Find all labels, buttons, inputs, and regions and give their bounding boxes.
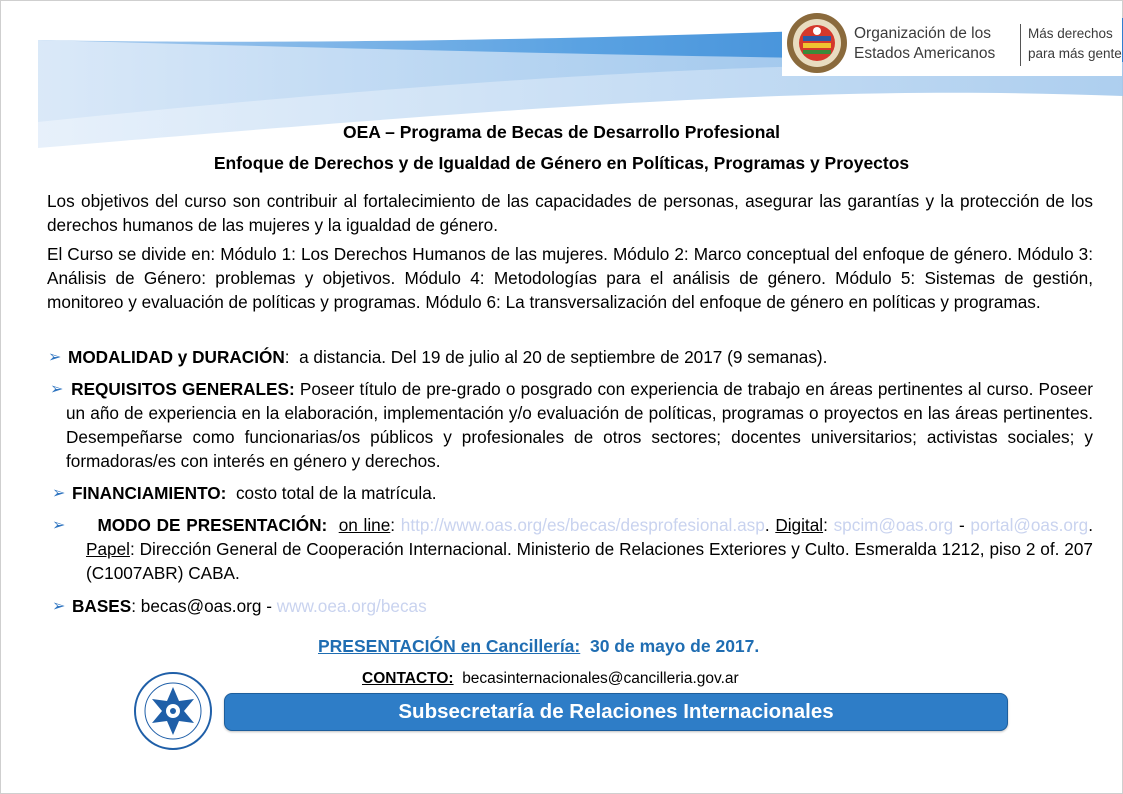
presentation-label: PRESENTACIÓN en Cancillería: [318,636,581,656]
contact-email[interactable]: becasinternacionales@cancilleria.gov.ar [462,670,739,687]
modo-presentacion-item: MODO DE PRESENTACIÓN: on line: http://www.oas.org/es/becas/desprofesional.asp. Digital: spcim@oas.org - portal@oas.org. Papel: Dirección General de Cooperación Internacional. Ministerio de Relaciones Exteriores y Culto. Esmeralda 1212, piso 2 of. 207 (C1007ABR) CABA. [86,515,1093,583]
bases-link[interactable]: www.oea.org/becas [276,596,427,616]
email-link-spcim[interactable]: spcim@oas.org [833,515,954,535]
program-title: OEA – Programa de Becas de Desarrollo Profesional [342,122,780,142]
digital-label: Digital [775,515,824,535]
modalidad-item: MODALIDAD y DURACIÓN: a distancia. Del 19 de julio al 20 de septiembre de 2017 (9 semanas). [68,347,828,367]
oea-name-line2: Estados Americanos [854,45,996,62]
arrow-bullet-icon: ➢ [52,517,66,534]
modalidad-text: a distancia. Del 19 de julio al 20 de septiembre de 2017 (9 semanas). [299,347,828,367]
papel-text: Dirección General de Cooperación Internacional. Ministerio de Relaciones Exteriores y Culto. Esmeralda 1212, piso 2 of. 207 (C1007ABR) CABA. [86,539,1093,583]
requisitos-label: REQUISITOS GENERALES: [71,379,295,399]
bases-item: BASES: becas@oas.org - www.oea.org/becas [72,596,427,616]
bases-label: BASES [72,596,132,616]
financiamiento-item [72,481,437,505]
university-seal-icon [128,669,218,753]
contact-label: CONTACTO: [362,670,454,687]
arrow-bullet-icon: ➢ [50,381,64,398]
requisitos-text: Poseer título de pre-grado o posgrado con experiencia de trabajo en áreas pertinentes al curso. Poseer un año de experiencia en la elaboración, implementación y/o evaluación de políticas, programas o proyectos en las áreas pertinentes. Desempeñarse como funcionarias/os públicos y profesionales de otros sectores; docentes universitarios; activistas sociales; y formadoras/es con interés en género y derechos. [66,379,1094,471]
arrow-bullet-icon: ➢ [48,349,62,366]
financiamiento-text: costo total de la matrícula. [235,483,437,503]
online-label: on line [338,515,391,535]
oea-logo [782,8,1122,76]
requisitos-item [66,377,1093,473]
presentation-date-value: 30 de mayo de 2017. [589,636,760,656]
bases-email[interactable]: becas@oas.org [140,596,262,616]
oea-name [854,24,995,64]
arrow-bullet-icon: ➢ [52,598,66,615]
oea-slogan [1028,24,1122,64]
online-link[interactable]: http://www.oas.org/es/becas/desprofesional.asp [400,515,765,535]
contact-line [362,670,739,688]
arrow-bullet-icon: ➢ [52,485,66,502]
oea-name-line1: Organización de los [854,25,991,42]
slogan-line1: Más derechos [1028,26,1113,41]
slogan-line2: para más gente [1028,46,1122,61]
course-title: Enfoque de Derechos y de Igualdad de Género en Políticas, Programas y Proyectos [213,153,910,173]
modules-paragraph: El Curso se divide en: Módulo 1: Los Derechos Humanos de las mujeres. Módulo 2: Marco conceptual del enfoque de género. Módulo 3: Análisis de Género: problemas y objetivos. Módulo 4: Metodologías para el análisis de género. Módulo 5: Sistemas de gestión, monitoreo y evaluación de políticas y programas. Módulo 6: La transversalización del enfoque de género en políticas y programas. [47,244,1093,312]
financiamiento-label: FINANCIAMIENTO: [72,483,227,503]
modalidad-label: MODALIDAD y DURACIÓN [68,347,285,367]
email-link-portal[interactable]: portal@oas.org [970,515,1089,535]
objectives-paragraph: Los objetivos del curso son contribuir al fortalecimiento de las capacidades de personas, asegurar las garantías y la protección de los derechos humanos de las mujeres y la igualdad de género. [47,191,1093,235]
footer-banner [224,693,1008,731]
modo-label: MODO DE PRESENTACIÓN: [97,515,328,535]
oea-seal-icon [786,12,848,74]
logo-divider [1020,24,1021,66]
papel-label: Papel [86,539,130,559]
presentation-date [318,636,759,657]
footer-banner-text: Subsecretaría de Relaciones Internacionales [398,700,834,723]
